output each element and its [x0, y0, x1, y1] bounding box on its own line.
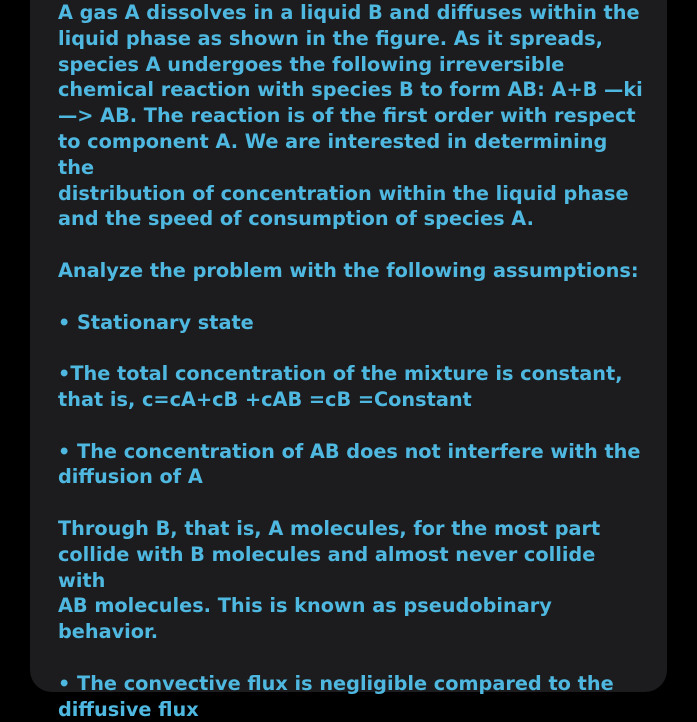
paragraph-spacer [58, 284, 648, 310]
assumption-negligible-convection: • The convective flux is negligible compared to the diffusive flux [58, 671, 614, 721]
paragraph-spacer [58, 232, 648, 258]
paragraph-spacer [58, 490, 648, 516]
paragraph-spacer [58, 335, 648, 361]
intro-paragraph: A gas A dissolves in a liquid B and diffuses within the liquid phase as shown in the figure. As it spreads, species A undergoes the following irreversible chemical reaction with species B to form AB: A+B —ki —> AB. The reaction is of the first order with respect to component A. We are interested in determining the distribution of concentration within the liquid phase and the speed of consumption of species A. [58, 1, 643, 231]
pseudobinary-paragraph: Through B, that is, A molecules, for the most part collide with B molecules and almost never collide with AB molecules. This is known as pseudobinary behavior. [58, 516, 601, 644]
assumption-stationary-state: • Stationary state [58, 310, 254, 334]
assumption-constant-concentration: •The total concentration of the mixture is constant, that is, c=cA+cB +cAB =cB =Constant [58, 362, 623, 411]
assumption-ab-no-interference: • The concentration of AB does not interfere with the diffusion of A [58, 439, 641, 489]
paragraph-spacer [58, 413, 648, 439]
assumptions-heading: Analyze the problem with the following assumptions: [58, 258, 639, 282]
message-content [58, 0, 648, 722]
paragraph-spacer [58, 645, 648, 671]
